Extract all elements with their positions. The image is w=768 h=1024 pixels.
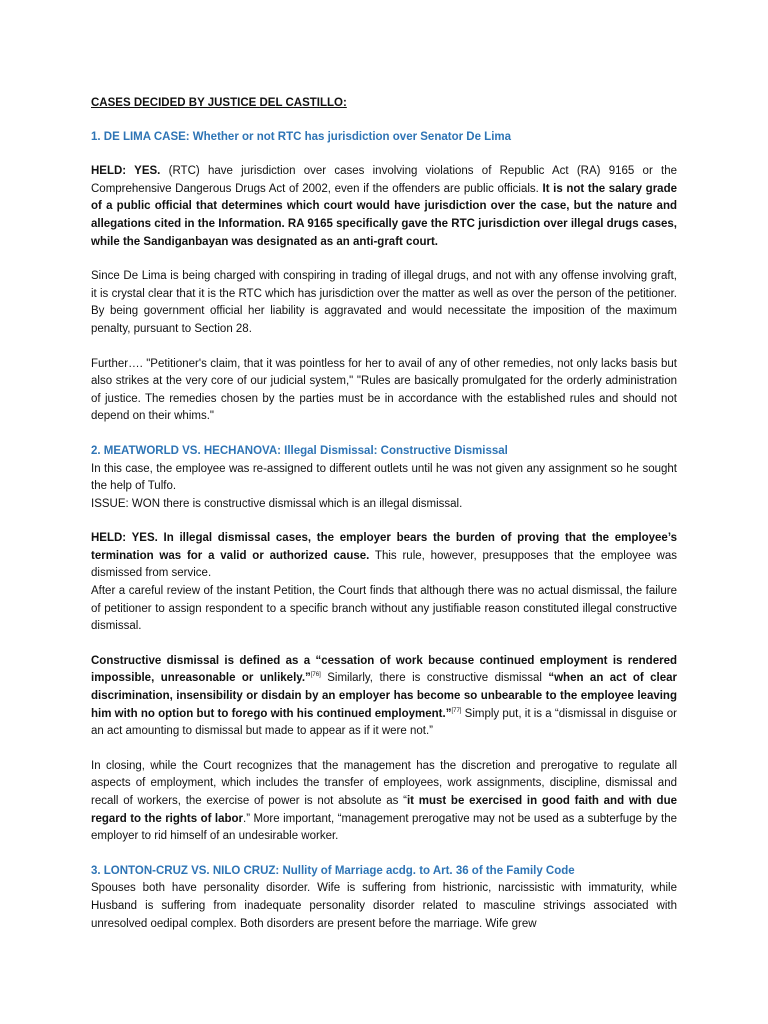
footnote-ref-76[interactable]: [76] [310,672,321,679]
case-1-heading: 1. DE LIMA CASE: Whether or not RTC has jurisdiction over Senator De Lima [91,130,512,143]
held-text: This rule, however, presupposes that the employee was dismissed from service. [91,549,678,580]
held-bold-text: HELD: YES. In illegal dismissal cases, the employer bears the burden of proving that the employee’s termination was for a valid or authorized cause. [91,532,677,562]
case-2-facts: In this case, the employee was re-assigned to different outlets until he was not given any assignment so he sought the help of Tulfo. [91,462,677,493]
case-2-held-paragraph [91,530,677,583]
held-bold-text: It is not the salary grade of a public official that determines which court would have jurisdiction over the case, but the nature and allegations cited in the Information. RA 9165 specifically gave the RTC jurisdiction over illegal drugs cases, while the Sandiganbayan was designated as an anti-graft court. [91,182,677,248]
held-label: HELD: YES. [91,165,161,178]
case-1-paragraph-2: Since De Lima is being charged with conspiring in trading of illegal drugs, and not with any offense involving graft, it is crystal clear that it is the RTC which has jurisdiction over the matter as well as over the person of the petitioner. By being government official her liability is aggravated and would necessitate the imposition of the maximum penalty, pursuant to Section 28. [91,270,677,335]
footnote-ref-77[interactable]: [77] [451,707,462,714]
case-3-heading: 3. LONTON-CRUZ VS. NILO CRUZ: Nullity of Marriage acdg. to Art. 36 of the Family Code [91,864,575,877]
document-title: CASES DECIDED BY JUSTICE DEL CASTILLO: [91,97,347,109]
held-text: (RTC) have jurisdiction over cases involving violations of Republic Act (RA) 9165 or the Comprehensive Dangerous Drugs Act of 2002, even if the offenders are public officials. [91,165,678,195]
case-2-review: After a careful review of the instant Petition, the Court finds that although there was no actual dismissal, the failure of petitioner to assign respondent to a specific branch without any justifiable reason constituted illegal constructive dismissal. [91,585,677,633]
case-2-closing [91,758,677,846]
cd-text-1: Similarly, there is constructive dismissal [320,672,549,685]
closing-text-2: .” More important, “management prerogative may not be used as a subterfuge by the employer to rid himself of an undesirable worker. [91,812,677,843]
case-2-issue: ISSUE: WON there is constructive dismissal which is an illegal dismissal. [91,497,463,510]
closing-text-1: In closing, while the Court recognizes that the management has the discretion and prerogative to regulate all aspects of employment, which includes the transfer of employees, work assignments, discipline, dismissal and recall of workers, the exercise of power is not absolute as “ [91,759,677,807]
case-1-paragraph-3: Further…. "Petitioner's claim, that it was pointless for her to avail of any of other remedies, not only lacks basis but also strikes at the very core of our judicial system," "Rules are basically promulgated for the orderly administration of justice. The remedies chosen by the parties must be in accordance with the established rules and should not depend on their whims." [91,357,677,423]
cd-bold-1: Constructive dismissal is defined as a “cessation of work because continued employment is rendered impossible, unreasonable or unlikely.” [91,654,677,685]
closing-bold: it must be exercised in good faith and with due regard to the rights of labor [91,795,677,825]
case-1-held-paragraph [91,163,677,251]
cd-text-2: Simply put, it is a “dismissal in disguise or an act amounting to dismissal but made to appear as if it were not.” [91,707,677,738]
case-2-constructive-dismissal [91,653,677,741]
case-3-paragraph-1: Spouses both have personality disorder. Wife is suffering from histrionic, narcissistic with immaturity, while Husband is suffering from inadequate personality disorder related to masculine strivings associated with unresolved oedipal complex. Both disorders are present before the marriage. Wife grew [91,882,677,930]
cd-bold-2: “when an act of clear discrimination, insensibility or disdain by an employer has become so unbearable to the employee leaving him with no option but to forego with his continued employment.” [91,672,677,720]
case-2-heading: 2. MEATWORLD VS. HECHANOVA: Illegal Dismissal: Constructive Dismissal [91,444,508,457]
